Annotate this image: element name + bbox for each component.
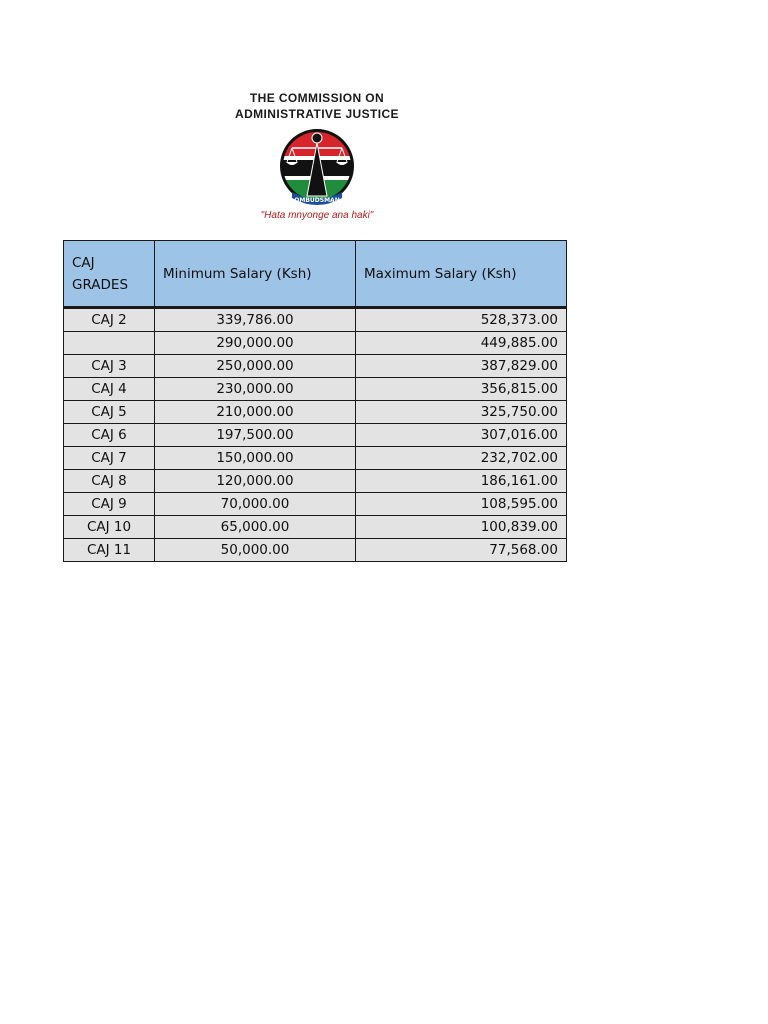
commission-logo — [214, 84, 420, 230]
min-salary-cell: 120,000.00 — [155, 470, 356, 493]
table-row — [64, 332, 567, 355]
min-salary-cell: 50,000.00 — [155, 539, 356, 562]
column-header-max-salary: Maximum Salary (Ksh) — [356, 241, 567, 308]
logo-title — [214, 90, 420, 122]
table-row — [64, 401, 567, 424]
grade-cell: CAJ 2 — [64, 308, 155, 332]
grade-cell: CAJ 8 — [64, 470, 155, 493]
table-row — [64, 470, 567, 493]
min-salary-cell: 70,000.00 — [155, 493, 356, 516]
table-header-row — [64, 241, 567, 308]
grade-cell: CAJ 11 — [64, 539, 155, 562]
table-row — [64, 493, 567, 516]
scales-of-justice-emblem-icon — [262, 126, 372, 210]
max-salary-cell: 449,885.00 — [356, 332, 567, 355]
salary-table — [63, 240, 567, 562]
min-salary-cell: 210,000.00 — [155, 401, 356, 424]
max-salary-cell: 307,016.00 — [356, 424, 567, 447]
min-salary-cell: 150,000.00 — [155, 447, 356, 470]
min-salary-cell: 230,000.00 — [155, 378, 356, 401]
table-row — [64, 378, 567, 401]
grade-cell — [64, 332, 155, 355]
grade-cell: CAJ 9 — [64, 493, 155, 516]
table-row — [64, 355, 567, 378]
table-row — [64, 424, 567, 447]
max-salary-cell: 77,568.00 — [356, 539, 567, 562]
grade-cell: CAJ 10 — [64, 516, 155, 539]
grade-cell: CAJ 7 — [64, 447, 155, 470]
table-row — [64, 516, 567, 539]
column-header-grades: CAJ GRADES — [64, 241, 155, 308]
grade-cell: CAJ 3 — [64, 355, 155, 378]
logo-title-line2: ADMINISTRATIVE JUSTICE — [235, 107, 399, 121]
max-salary-cell: 186,161.00 — [356, 470, 567, 493]
max-salary-cell: 528,373.00 — [356, 308, 567, 332]
logo-title-line1: THE COMMISSION ON — [249, 91, 385, 105]
grade-cell: CAJ 6 — [64, 424, 155, 447]
max-salary-cell: 325,750.00 — [356, 401, 567, 424]
min-salary-cell: 250,000.00 — [155, 355, 356, 378]
table-row — [64, 539, 567, 562]
column-header-min-salary: Minimum Salary (Ksh) — [155, 241, 356, 308]
grade-cell: CAJ 4 — [64, 378, 155, 401]
table-row — [64, 308, 567, 332]
max-salary-cell: 108,595.00 — [356, 493, 567, 516]
max-salary-cell: 387,829.00 — [356, 355, 567, 378]
logo-motto: "Hata mnyonge ana haki" — [260, 210, 374, 221]
table-row — [64, 447, 567, 470]
min-salary-cell: 65,000.00 — [155, 516, 356, 539]
min-salary-cell: 339,786.00 — [155, 308, 356, 332]
max-salary-cell: 100,839.00 — [356, 516, 567, 539]
grade-cell: CAJ 5 — [64, 401, 155, 424]
min-salary-cell: 290,000.00 — [155, 332, 356, 355]
max-salary-cell: 232,702.00 — [356, 447, 567, 470]
min-salary-cell: 197,500.00 — [155, 424, 356, 447]
emblem-banner-text: OMBUDSMAN — [294, 197, 340, 204]
max-salary-cell: 356,815.00 — [356, 378, 567, 401]
